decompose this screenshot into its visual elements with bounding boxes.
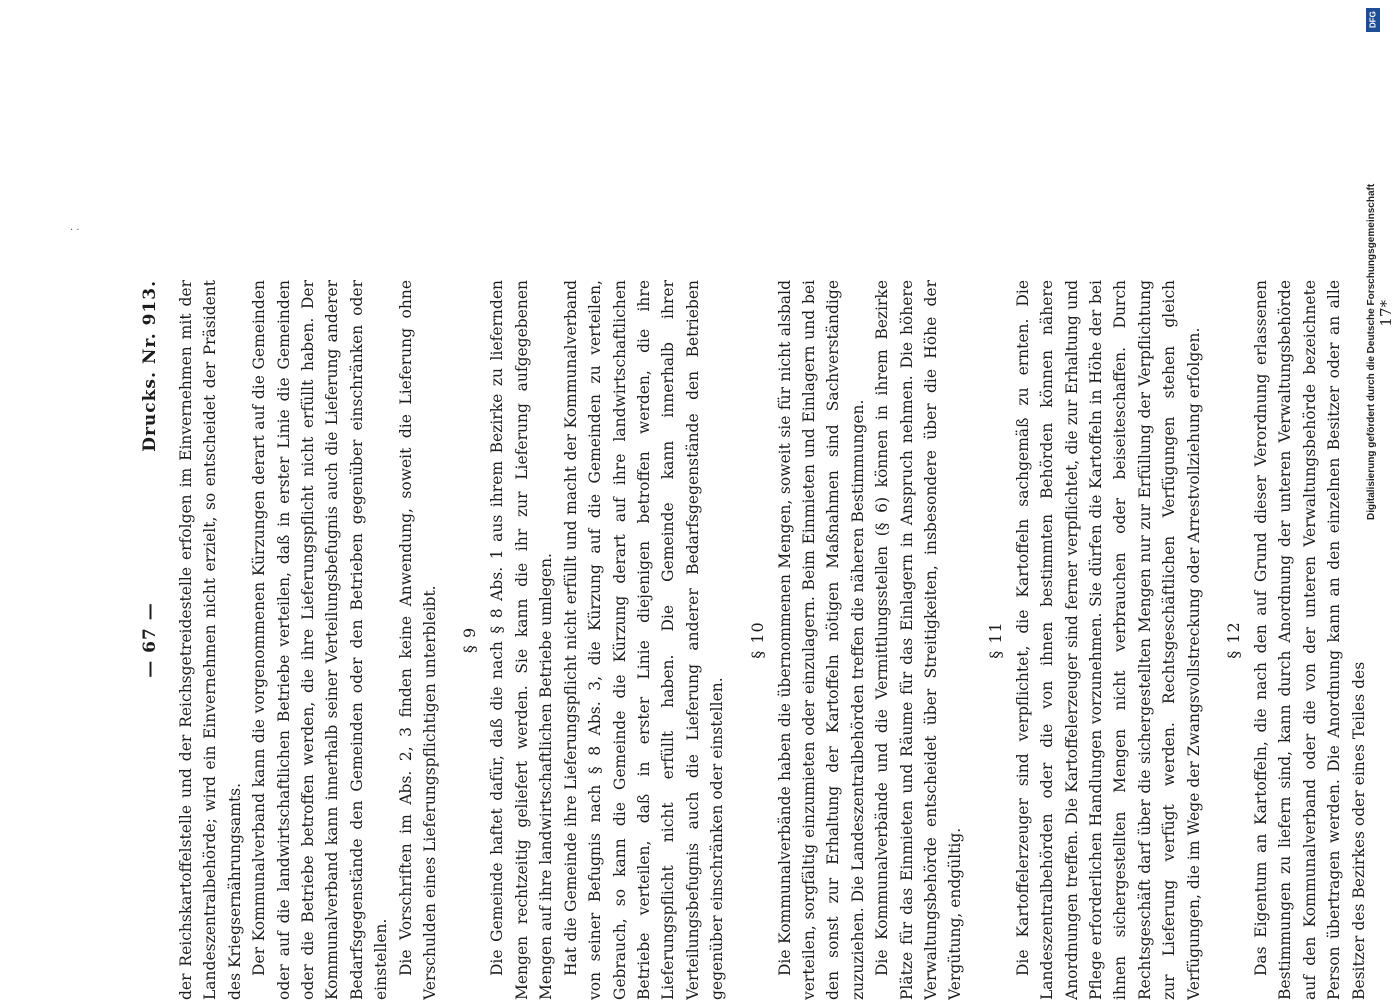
page-number: — 67 — [140, 602, 160, 678]
section-heading: § 9 [460, 626, 480, 654]
section-paragraph: Die Kartoffelerzeuger sind verpflichtet, die Kartoffeln sachgemäß zu ernten. Die Landeszentralbehörden oder die von ihnen bestimmten Behörden können nähere Anordnungen treffen. Die Kartoffelerzeuger sind ferner verpflichtet, die zur Erhaltung und Pflege erforderlichen Handlungen vorzunehmen. Sie dürfen die Kartoffeln in Höhe der bei ihnen sichergestellten Mengen nicht verbrauchen oder beiseiteschaffen. Durch Rechtsgeschäft darf über die sichergestellten Mengen nur zur Erfüllung der Verpflichtung zur Lieferung verfügt werden. Rechtsgeschäftlichen Verfügungen stehen gleich Verfügungen, die im Wege der Zwangsvollstreckung oder Arrestvollziehung erfolgen. [1013, 280, 1203, 1000]
dfg-credit: Digitalisierung gefördert durch die Deutsche Forschungsgemeinschaft [1366, 183, 1377, 520]
intro-paragraph: Die Vorschriften im Abs. 2, 3 finden keine Anwendung, soweit die Lieferung ohne Verschulden eines Lieferungspflichtigen unterbleibt. [396, 280, 440, 1000]
intro-paragraph: der Reichskartoffelstelle und der Reichsgetreidestelle erfolgen im Einvernehmen mit der Landeszentralbehörde; wird ein Einvernehmen nicht erzielt, so entscheidet der Präsident des Kriegsernährungsamts. [177, 280, 244, 1000]
signature-mark: 17* [1377, 300, 1395, 327]
section-paragraph: Die Kommunalverbände und die Vermittlungsstellen (§ 6) können in ihrem Bezirke Plätze für das Einmieten und Räume für das Einlagern in Anspruch nehmen. Die höhere Verwaltungsbehörde entscheidet über Streitigkeiten, insbesondere über die Höhe der Vergütung, endgültig. [873, 280, 965, 1000]
page-header [140, 280, 174, 1000]
druck-number: Drucks. Nr. 913. [140, 280, 160, 452]
dfg-logo: DFG [1366, 8, 1380, 32]
section-paragraph: Hat die Gemeinde ihre Lieferungspflicht nicht erfüllt und macht der Kommunalverband von seiner Befugnis nach § 8 Abs. 3, die Kürzung auf die Gemeinden zu verteilen, Gebrauch, so kann die Gemeinde die Kürzung derart auf ihre landwirtschaftlichen Betriebe verteilen, daß in erster Linie diejenigen betroffen werden, die ihre Lieferungspflicht nicht erfüllt haben. Die Gemeinde kann innerhalb ihrer Verteilungsbefugnis auch die Lieferung anderer Bedarfsgegenstände den Betrieben gegenüber einschränken oder einstellen. [561, 280, 727, 1000]
section-heading: § 12 [1224, 621, 1244, 659]
section-paragraph: Die Kommunalverbände haben die übernommenen Mengen, soweit sie für nicht alsbald verteilen, sorgfältig einzumieten oder einzulagern. Beim Einmieten und Einlagern und bei den sonst zur Erhaltung der Kartoffeln nötigen Maßnahmen sind Sachverständige zuzuziehen. Die Landeszentralbehörden treffen die näheren Bestimmungen. [775, 280, 867, 1000]
intro-paragraph: Der Kommunalverband kann die vorgenommenen Kürzungen derart auf die Gemeinden oder auf die landwirtschaftlichen Betriebe verteilen, daß in erster Linie die Gemeinden oder die Betriebe betroffen werden, die ihre Lieferungspflicht nicht erfüllt haben. Der Kommunalverband kann innerhalb seiner Verteilungsbefugnis auch die Lieferung anderer Bedarfsgegenstände den Gemeinden oder den Betrieben gegenüber einschränken oder einstellen. [250, 280, 391, 1000]
section-paragraph: Das Eigentum an Kartoffeln, die nach den auf Grund dieser Verordnung erlassenen Bestimmungen zu liefern sind, kann durch Anordnung der unteren Verwaltungsbehörde auf den Kommunalverband oder die von der unteren Verwaltungsbehörde bezeichnete Person übertragen werden. Die Anordnung kann an den einzelnen Besitzer oder an alle Besitzer des Bezirkes oder eines Teiles des [1252, 280, 1368, 1000]
scan-speck: · · [70, 225, 80, 236]
section-heading: § 11 [985, 621, 1005, 659]
digitization-sidebar [1366, 11, 1380, 520]
section-heading: § 10 [747, 621, 767, 659]
section-paragraph: Die Gemeinde haftet dafür, daß die nach § 8 Abs. 1 aus ihrem Bezirke zu liefernden Mengen rechtzeitig geliefert werden. Sie kann die ihr zur Lieferung aufgegebenen Mengen auf ihre landwirtschaftlichen Betriebe umlegen. [488, 280, 556, 1000]
